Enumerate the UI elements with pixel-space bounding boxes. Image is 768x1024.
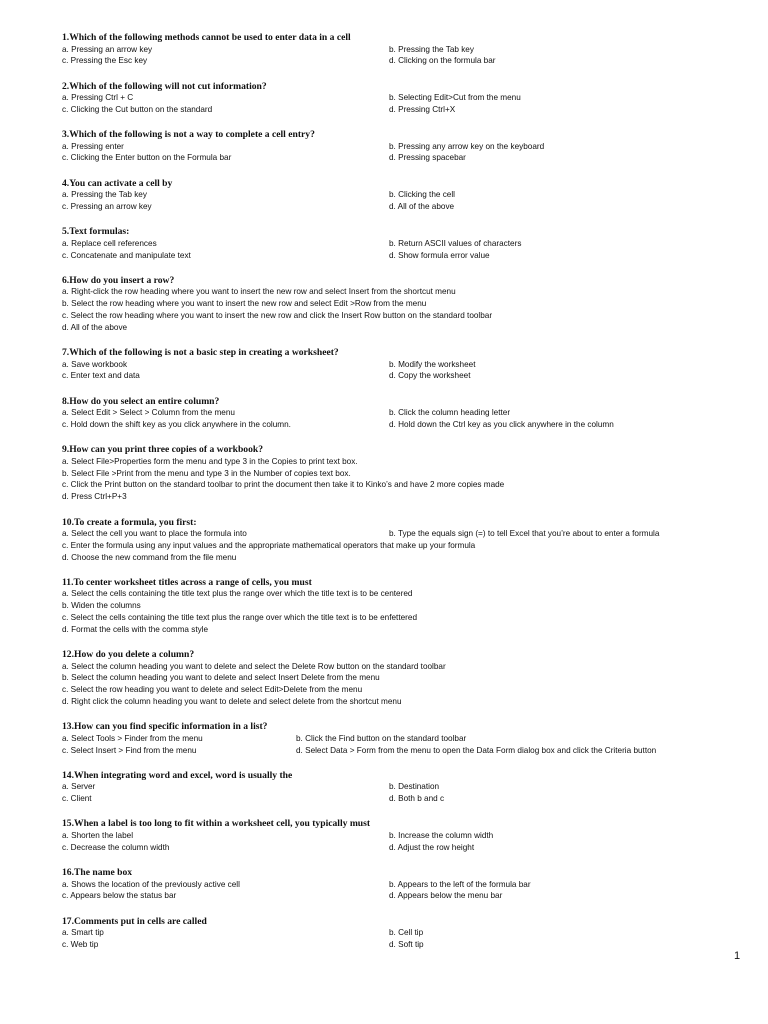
question-block <box>62 721 732 756</box>
answer-option: c. Clicking the Cut button on the standard <box>62 104 213 114</box>
question-title: 1.Which of the following methods cannot be used to enter data in a cell <box>62 32 351 43</box>
answer-option: d. Choose the new command from the file menu <box>62 552 237 562</box>
answer-option: b. Selecting Edit>Cut from the menu <box>389 93 521 103</box>
answer-option: d. Pressing Ctrl+X <box>389 104 456 114</box>
question-list <box>62 32 732 964</box>
answer-option: c. Select the row heading you want to delete and select Edit>Delete from the menu <box>62 685 363 695</box>
options-grid <box>62 44 732 68</box>
options-grid <box>62 528 732 540</box>
question-title: 10.To create a formula, you first: <box>62 516 197 528</box>
question-block <box>62 770 732 805</box>
question-title: 9.How can you print three copies of a workbook? <box>62 444 264 456</box>
answer-option: d. Soft tip <box>389 939 424 949</box>
answer-option: d. Right click the column heading you want to delete and select delete from the shortcut menu <box>62 697 402 706</box>
answer-option: a. Pressing an arrow key <box>62 44 153 54</box>
answer-option: c. Enter text and data <box>62 371 140 381</box>
answer-option: a. Select the column heading you want to delete and select the Delete Row button on the standard toolbar <box>62 661 446 671</box>
answer-option: d. Appears below the menu bar <box>389 891 503 901</box>
question-title: 17.Comments put in cells are called <box>62 915 207 927</box>
answer-option: a. Select Tools > Finder from the menu <box>62 733 203 743</box>
answer-option: a. Select Edit > Select > Column from the menu <box>62 408 235 418</box>
answer-option: a. Pressing the Tab key <box>62 190 147 200</box>
answer-option: a. Select the cells containing the title text plus the range over which the title text is to be centered <box>62 589 413 599</box>
answer-option: c. Concatenate and manipulate text <box>62 250 191 260</box>
question-block <box>62 818 732 853</box>
answer-option: d. Both b and c <box>389 794 445 804</box>
answer-option: b. Click the Find button on the standard toolbar <box>296 733 467 743</box>
question-title: 6.How do you insert a row? <box>62 274 175 286</box>
question-block <box>62 129 732 164</box>
answer-option: c. Pressing an arrow key <box>62 202 152 212</box>
answer-option: a. Select the cell you want to place the formula into <box>62 529 247 539</box>
answer-option: d. All of the above <box>62 322 128 332</box>
answer-option: c. Enter the formula using any input values and the appropriate mathematical operators that make up your formula <box>62 540 476 550</box>
question-block <box>62 275 732 334</box>
question-title: 7.Which of the following is not a basic step in creating a worksheet? <box>62 347 339 359</box>
answer-option: c. Web tip <box>62 939 99 949</box>
answer-option: b. Widen the columns <box>62 601 141 611</box>
answer-option: b. Select the column heading you want to delete and select Insert Delete from the menu <box>62 673 380 683</box>
answer-option: a. Shows the location of the previously active cell <box>62 879 240 889</box>
answer-option: b. Modify the worksheet <box>389 359 476 369</box>
answer-option: d. Pressing spacebar <box>389 153 466 163</box>
answer-option: c. Pressing the Esc key <box>62 56 148 66</box>
page-number: 1 <box>734 950 741 962</box>
options-grid <box>62 781 732 805</box>
answer-option: b. Select the row heading where you want to insert the new row and select Edit >Row from the menu <box>62 299 427 309</box>
question-title: 15.When a label is too long to fit within a worksheet cell, you typically must <box>62 818 371 830</box>
answer-option: d. Clicking on the formula bar <box>389 56 496 66</box>
answer-option: d. Select Data > Form from the menu to open the Data Form dialog box and click the Criteria button <box>296 745 657 755</box>
answer-option: b. Click the column heading letter <box>389 408 511 418</box>
question-block <box>62 577 732 636</box>
options-grid <box>62 879 732 903</box>
answer-option: b. Pressing the Tab key <box>389 44 474 54</box>
answer-option: b. Cell tip <box>389 928 424 938</box>
answer-option: a. Select File>Properties form the menu and type 3 in the Copies to print text box. <box>62 456 358 466</box>
question-title: 2.Which of the following will not cut information? <box>62 80 267 92</box>
question-title: 3.Which of the following is not a way to complete a cell entry? <box>62 129 315 141</box>
options-grid <box>62 92 732 116</box>
answer-option: b. Return ASCII values of characters <box>389 238 522 248</box>
options-grid <box>62 141 732 165</box>
options-grid <box>62 407 732 431</box>
question-title: 5.Text formulas: <box>62 226 130 238</box>
question-block <box>62 178 732 213</box>
question-title: 13.How can you find specific information in a list? <box>62 721 268 733</box>
question-block <box>62 867 732 902</box>
answer-option: a. Pressing enter <box>62 141 124 151</box>
answer-option: b. Appears to the left of the formula bar <box>389 879 531 889</box>
question-block <box>62 347 732 382</box>
question-block <box>62 649 732 708</box>
options-grid <box>62 733 732 757</box>
options-grid <box>62 359 732 383</box>
answer-option: b. Type the equals sign (=) to tell Excel that you’re about to enter a formula <box>389 529 660 539</box>
question-title: 12.How do you delete a column? <box>62 649 195 661</box>
question-title: 16.The name box <box>62 867 133 879</box>
question-block <box>62 444 732 503</box>
question-block <box>62 81 732 116</box>
answer-option: d. Format the cells with the comma style <box>62 624 209 634</box>
answer-option: b. Destination <box>389 782 440 792</box>
answer-option: b. Pressing any arrow key on the keyboard <box>389 141 545 151</box>
answer-option: a. Server <box>62 782 96 792</box>
answer-option: d. Copy the worksheet <box>389 371 471 381</box>
question-block <box>62 517 732 564</box>
answer-option: d. Hold down the Ctrl key as you click anywhere in the column <box>389 420 614 430</box>
answer-option: a. Smart tip <box>62 928 104 938</box>
answer-option: a. Shorten the label <box>62 830 134 840</box>
question-block <box>62 32 732 67</box>
answer-option: d. All of the above <box>389 202 455 212</box>
answer-option: c. Click the Print button on the standard toolbar to print the document then take it to Kinko’s and have 2 more copies made <box>62 480 505 490</box>
answer-option: a. Replace cell references <box>62 238 157 248</box>
answer-option: a. Save workbook <box>62 359 128 369</box>
answer-option: a. Pressing Ctrl + C <box>62 93 134 103</box>
answer-option: d. Adjust the row height <box>389 842 475 852</box>
question-block <box>62 226 732 261</box>
question-title: 8.How do you select an entire column? <box>62 395 220 407</box>
question-block <box>62 916 732 951</box>
answer-option: c. Hold down the shift key as you click anywhere in the column. <box>62 420 291 430</box>
answer-option: c. Select the row heading where you want to insert the new row and click the Insert Row button on the standard toolbar <box>62 311 493 321</box>
question-title: 14.When integrating word and excel, word is usually the <box>62 769 293 781</box>
options-grid <box>62 830 732 854</box>
options-grid <box>62 927 732 951</box>
answer-option: b. Clicking the cell <box>389 190 455 200</box>
answer-option: b. Increase the column width <box>389 830 494 840</box>
answer-option: a. Right-click the row heading where you want to insert the new row and select Insert from the shortcut menu <box>62 287 456 297</box>
answer-option: b. Select File >Print from the menu and type 3 in the Number of copies text box. <box>62 468 351 478</box>
answer-option: c. Select Insert > Find from the menu <box>62 745 197 755</box>
question-title: 4.You can activate a cell by <box>62 177 173 189</box>
question-block <box>62 396 732 431</box>
answer-option: c. Appears below the status bar <box>62 891 177 901</box>
answer-option: c. Decrease the column width <box>62 842 170 852</box>
question-title: 11.To center worksheet titles across a range of cells, you must <box>62 576 312 588</box>
options-grid <box>62 238 732 262</box>
answer-option: c. Clicking the Enter button on the Formula bar <box>62 153 232 163</box>
answer-option: d. Press Ctrl+P+3 <box>62 492 127 502</box>
answer-option: c. Client <box>62 794 92 804</box>
options-grid <box>62 189 732 213</box>
answer-option: c. Select the cells containing the title text plus the range over which the title text is to be enfettered <box>62 613 417 623</box>
answer-option: d. Show formula error value <box>389 250 490 260</box>
